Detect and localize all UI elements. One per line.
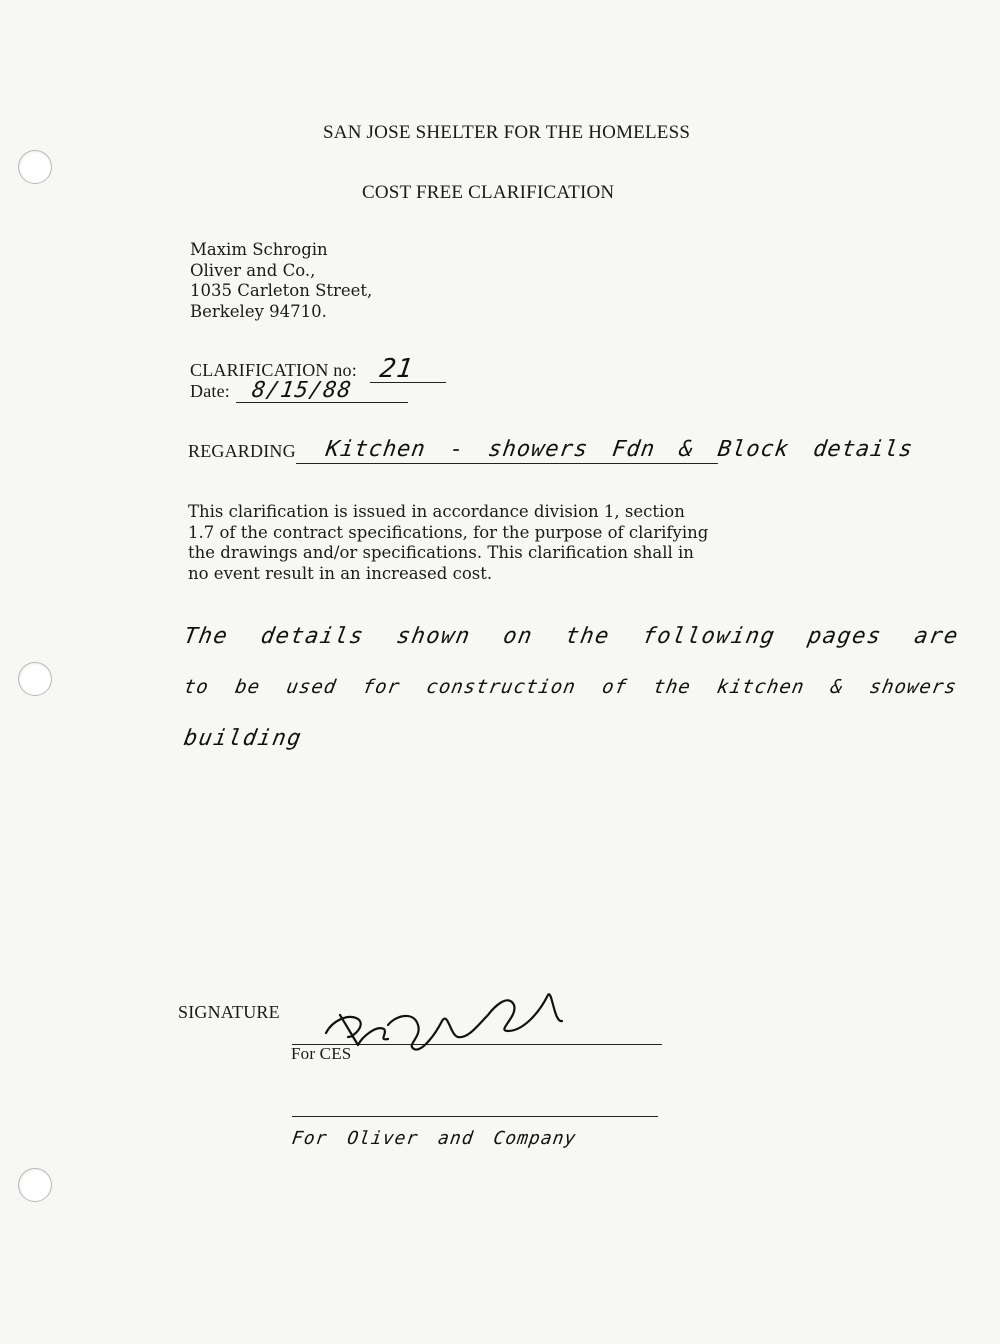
clarification-no-value: 21 bbox=[377, 354, 416, 384]
address-line: Berkeley 94710. bbox=[190, 301, 327, 321]
ces-signature-scribble bbox=[318, 985, 578, 1065]
punch-hole-top bbox=[18, 150, 52, 184]
signature-label: SIGNATURE bbox=[178, 1002, 280, 1022]
address-line: Oliver and Co., bbox=[190, 260, 316, 280]
clarification-paragraph bbox=[188, 502, 708, 584]
paragraph-line: 1.7 of the contract specifications, for the purpose of clarifying bbox=[188, 522, 709, 542]
handwritten-note-line: building bbox=[181, 726, 305, 751]
date-label: Date: bbox=[190, 381, 230, 401]
clarification-no-label: CLARIFICATION no: bbox=[190, 360, 357, 380]
handwritten-note-line: to be used for construction of the kitchen & showers bbox=[182, 676, 959, 698]
handwritten-note-line: The details shown on the following pages are bbox=[181, 624, 962, 649]
paragraph-line: no event result in an increased cost. bbox=[188, 563, 493, 583]
document-subtitle: COST FREE CLARIFICATION bbox=[362, 182, 615, 203]
address-line: 1035 Carleton Street, bbox=[190, 281, 373, 300]
punch-hole-middle bbox=[18, 662, 52, 696]
for-ces-label: For CES bbox=[291, 1044, 352, 1063]
date-value: 8/15/88 bbox=[250, 378, 354, 403]
paragraph-line: the drawings and/or specifications. This clarification shall in bbox=[188, 543, 694, 562]
regarding-underline bbox=[296, 463, 718, 464]
for-oliver-label: For Oliver and Company bbox=[290, 1128, 578, 1149]
regarding-label: REGARDING bbox=[188, 441, 296, 461]
document-title: SAN JOSE SHELTER FOR THE HOMELESS bbox=[323, 122, 691, 143]
address-block bbox=[190, 240, 372, 322]
regarding-value: Kitchen - showers Fdn & Block details bbox=[324, 437, 915, 462]
punch-hole-bottom bbox=[18, 1168, 52, 1202]
oliver-signature-line bbox=[292, 1116, 658, 1117]
paragraph-line: This clarification is issued in accordance division 1, section bbox=[188, 502, 685, 521]
address-line: Maxim Schrogin bbox=[190, 240, 328, 259]
